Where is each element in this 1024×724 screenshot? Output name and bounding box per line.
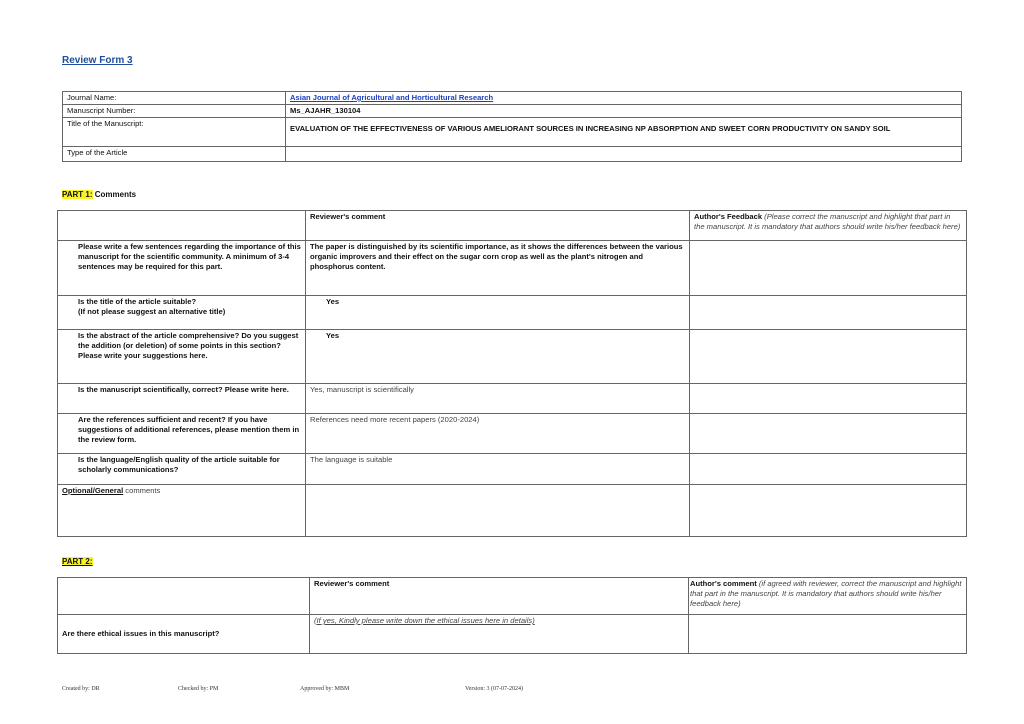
- author-comment-header: Author's comment (if agreed with reviewer, correct the manuscript and highlight that part in the manuscript. It is mandatory that authors should write his/her feedback here): [689, 578, 967, 615]
- ms-number-label: Manuscript Number:: [63, 105, 286, 118]
- ethical-question: Are there ethical issues in this manuscript?: [58, 615, 310, 654]
- reviewer-comment[interactable]: The language is suitable: [306, 454, 690, 485]
- version: Version: 3 (07-07-2024): [465, 686, 523, 692]
- author-feedback[interactable]: [690, 296, 967, 330]
- author-feedback[interactable]: [690, 414, 967, 454]
- question: Is the language/English quality of the article suitable for scholarly communications?: [58, 454, 306, 485]
- created-by: Created by: DR: [62, 686, 100, 692]
- part2-table: [57, 577, 967, 654]
- table-row: [58, 615, 967, 654]
- optional-author-feedback[interactable]: [690, 485, 967, 537]
- question: Is the manuscript scientifically, correct? Please write here.: [58, 384, 306, 414]
- journal-label: Journal Name:: [63, 92, 286, 105]
- table-row: [58, 330, 967, 384]
- table-row: [58, 241, 967, 296]
- optional-comments-row: [58, 485, 967, 537]
- type-label: Type of the Article: [63, 147, 286, 162]
- author-feedback-header: Author's Feedback (Please correct the manuscript and highlight that part in the manuscript. It is mandatory that authors should write his/her feedback here): [690, 211, 967, 241]
- author-feedback[interactable]: [690, 384, 967, 414]
- author-feedback[interactable]: [690, 241, 967, 296]
- question: Is the abstract of the article comprehensive? Do you suggest the addition (or deletion) of some points in this section? Please write your suggestions here.: [58, 330, 306, 384]
- type-value[interactable]: [286, 147, 962, 162]
- reviewer-comment[interactable]: References need more recent papers (2020-2024): [306, 414, 690, 454]
- reviewer-comment[interactable]: The paper is distinguished by its scientific importance, as it shows the differences between the various organic improvers and their effect on the sugar corn crop as well as the plant's nitrogen and phosphorus content.: [306, 241, 690, 296]
- manuscript-info-table: [62, 91, 962, 162]
- reviewer-comment-header: Reviewer's comment: [310, 578, 689, 615]
- part1-table: [57, 210, 967, 537]
- title-value: EVALUATION OF THE EFFECTIVENESS OF VARIOUS AMELIORANT SOURCES IN INCREASING NP ABSORPTION AND SWEET CORN PRODUCTIVITY ON SANDY SOIL: [286, 118, 962, 147]
- ethical-author-comment[interactable]: [689, 615, 967, 654]
- question: Please write a few sentences regarding the importance of this manuscript for the scientific community. A minimum of 3-4 sentences may be required for this part.: [58, 241, 306, 296]
- form-title: Review Form 3: [62, 55, 133, 66]
- checked-by: Checked by: PM: [178, 686, 219, 692]
- optional-reviewer-comment[interactable]: [306, 485, 690, 537]
- reviewer-comment[interactable]: Yes: [306, 330, 690, 384]
- title-label: Title of the Manuscript:: [63, 118, 286, 147]
- reviewer-comment[interactable]: Yes: [306, 296, 690, 330]
- table-row: [58, 384, 967, 414]
- reviewer-comment[interactable]: Yes, manuscript is scientifically: [306, 384, 690, 414]
- optional-comments-label: Optional/General comments: [58, 485, 306, 537]
- author-feedback[interactable]: [690, 330, 967, 384]
- table-row: [58, 454, 967, 485]
- journal-link[interactable]: Asian Journal of Agricultural and Horticultural Research: [290, 93, 494, 102]
- part2-heading: PART 2:: [62, 557, 93, 566]
- table-row: [58, 296, 967, 330]
- ethical-reviewer-comment[interactable]: (If yes, Kindly please write down the ethical issues here in details): [310, 615, 689, 654]
- part1-heading: PART 1: Comments: [62, 190, 137, 199]
- question: Is the title of the article suitable? (If not please suggest an alternative title): [58, 296, 306, 330]
- approved-by: Approved by: MBM: [300, 686, 350, 692]
- table-row: [58, 414, 967, 454]
- ms-number-value: Ms_AJAHR_130104: [286, 105, 962, 118]
- question: Are the references sufficient and recent? If you have suggestions of additional references, please mention them in the review form.: [58, 414, 306, 454]
- reviewer-comment-header: Reviewer's comment: [306, 211, 690, 241]
- author-feedback[interactable]: [690, 454, 967, 485]
